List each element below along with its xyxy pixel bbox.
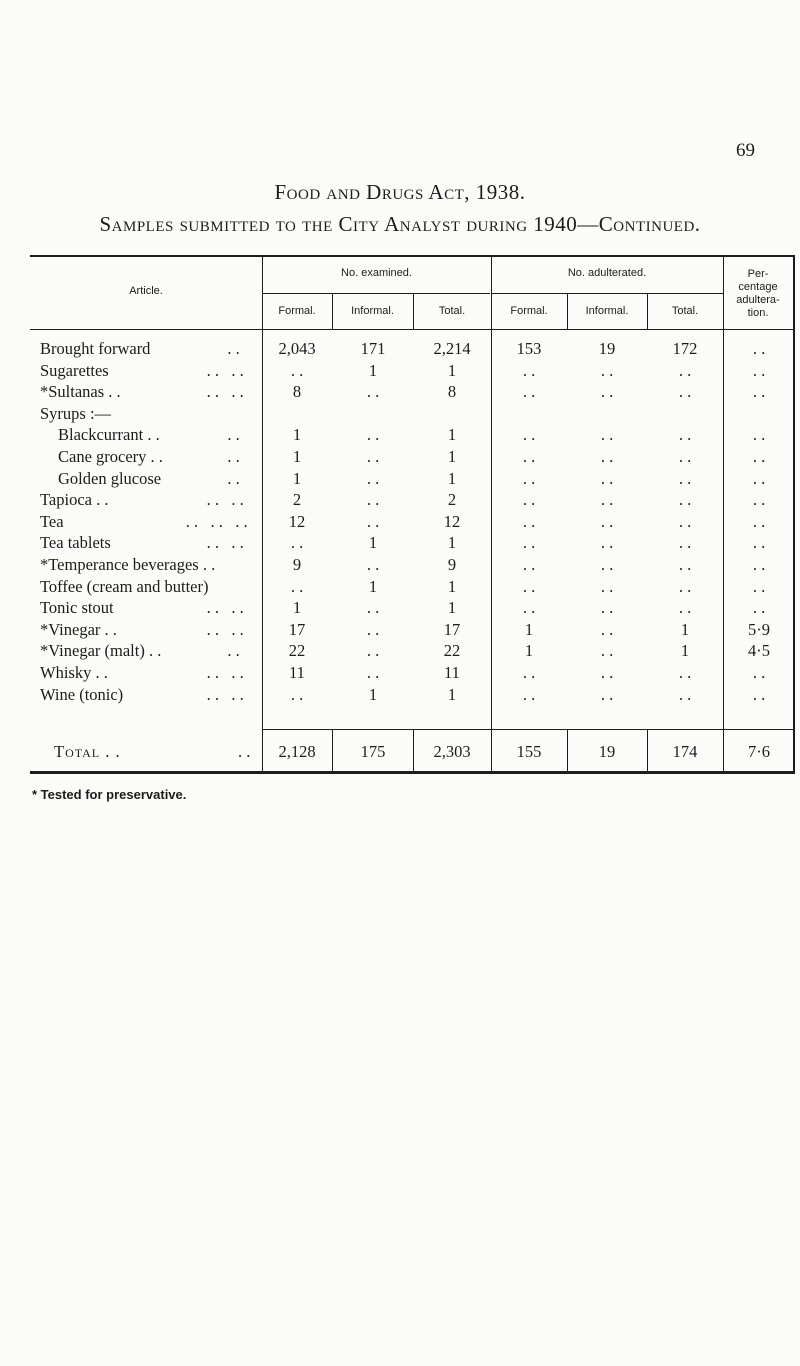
row-leader-dots: . . . . [206,598,244,618]
cell-ex-formal: 1 [292,598,302,618]
cell-pct: . . [752,490,766,510]
total-label: Total . . [54,742,121,761]
cell-ex-formal: 9 [292,555,302,574]
cell-ad-formal: 1 [524,641,534,661]
cell-ex-formal: 1 [292,468,302,488]
cell-ad-formal: . . [522,576,536,596]
cell-ad-formal: . . [522,425,536,445]
cell-pct: . . [752,339,766,358]
cell-ad-informal: . . [600,360,614,380]
cell-pct: . . [752,598,766,618]
table-row [30,447,795,467]
table-row [30,641,795,661]
cell-ex-formal: 17 [288,619,306,639]
row-leader-dots: . . . . [206,490,244,510]
header-ad-total: Total. [671,305,699,317]
cell-pct: . . [752,382,766,402]
row-article: *Sultanas . . [40,382,121,402]
cell-ad-total: . . [678,555,692,574]
row-article: *Vinegar . . [40,619,117,639]
cell-ad-formal: . . [522,555,536,574]
cell-ad-total: . . [678,447,692,466]
cell-ad-total: . . [678,425,692,445]
header-article: Article. [129,285,163,297]
cell-ex-informal: . . [366,641,380,661]
table-row [30,685,795,705]
row-article: *Vinegar (malt) . . [40,641,162,661]
cell-pct: . . [752,447,766,466]
cell-ex-formal: 1 [292,425,302,445]
cell-ex-informal: . . [366,382,380,402]
cell-ad-informal: . . [600,619,614,639]
table-row [30,512,795,532]
total-ad-formal: 155 [516,742,542,761]
header-percentage-line2: centage [738,281,778,293]
cell-ex-formal: . . [290,533,304,553]
table-row [30,533,795,553]
header-percentage-line3: adultera- [736,294,780,306]
cell-ex-total: 12 [443,511,461,531]
row-article: Golden glucose [58,468,162,488]
cell-pct: . . [752,555,766,574]
cell-ad-total: . . [678,598,692,618]
row-leader-dots: . . . . [206,619,244,639]
cell-pct: . . [752,468,766,488]
total-ex-total: 2,303 [433,742,471,761]
table-row [30,469,795,489]
cell-ad-informal: . . [600,641,614,661]
body-bottom-rule [262,729,795,730]
row-leader-dots: . . . . [206,360,244,380]
cell-ex-informal: . . [366,425,380,445]
header-ex-informal: Informal. [351,305,394,317]
header-ad-formal: Formal. [510,305,548,317]
subheader-rule-adulterated [491,293,723,294]
cell-ex-informal: . . [366,447,380,466]
cell-ex-informal: 1 [368,576,378,596]
table-row [30,404,795,424]
table-row [30,382,795,402]
cell-ex-informal: . . [366,663,380,682]
header-percentage-line4: tion. [747,307,769,319]
row-leader-dots: . . . . [206,684,244,704]
cell-ex-total: 2,214 [433,339,471,358]
row-leader-dots: . . . . . . [185,511,248,531]
table-top-rule [30,255,795,257]
cell-ex-total: 22 [443,641,461,661]
row-leader-dots: . . . . [206,663,244,682]
cell-ex-informal: . . [366,555,380,574]
cell-ad-total: . . [678,468,692,488]
header-ad-informal: Informal. [585,305,629,317]
cell-pct: . . [752,663,766,682]
header-no-examined: No. examined. [341,267,412,279]
table-row [30,490,795,510]
cell-ad-informal: . . [600,576,614,596]
row-leader-dots: . . [227,339,240,358]
cell-ex-formal: . . [290,684,304,704]
header-ex-total: Total. [438,305,466,317]
cell-ex-formal: 22 [288,641,306,661]
cell-ex-formal: 11 [289,663,305,682]
row-article: Brought forward [40,339,151,358]
row-leader-dots: . . [227,425,240,445]
row-article: Syrups :— [40,403,112,423]
total-ad-informal: 19 [598,742,616,761]
row-leader-dots: . . . . [206,382,244,402]
cell-ad-formal: . . [522,533,536,553]
cell-ad-informal: . . [600,425,614,445]
page-title: Food and Drugs Act, 1938. [274,180,526,204]
cell-pct: 4·5 [748,641,770,661]
cell-pct: . . [752,511,766,531]
cell-ex-informal: . . [366,511,380,531]
cell-ad-formal: . . [522,663,536,682]
row-article: Tea tablets [40,533,111,553]
row-article: Tea [40,511,64,531]
cell-ex-informal: . . [366,598,380,618]
table-row [30,598,795,618]
row-article: Cane grocery . . [58,447,163,466]
table-row [30,620,795,640]
total-ex-informal: 175 [360,742,386,761]
header-percentage [723,268,793,320]
row-leader-dots: . . [227,641,240,661]
cell-ad-formal: . . [522,360,536,380]
row-article: Whisky . . [40,663,108,682]
table-row [30,361,795,381]
cell-ex-total: 8 [447,382,457,402]
cell-ad-informal: . . [600,555,614,574]
header-ex-formal: Formal. [278,305,316,317]
cell-ad-total: . . [678,533,692,553]
total-ex-formal: 2,128 [278,742,316,761]
cell-ad-total: . . [678,684,692,704]
cell-ex-total: 1 [447,576,457,596]
cell-ad-formal: . . [522,598,536,618]
table-row [30,339,795,359]
row-article: *Temperance beverages . . [40,555,216,574]
cell-ex-formal: . . [290,576,304,596]
cell-ex-informal: . . [366,619,380,639]
row-leader-dots: . . [227,447,240,466]
cell-pct: . . [752,360,766,380]
row-article: Tapioca . . [40,490,109,510]
cell-pct: . . [752,425,766,445]
cell-ex-formal: 2,043 [278,339,316,358]
cell-ad-informal: . . [600,447,614,466]
cell-ad-total: . . [678,576,692,596]
total-ad-total: 174 [672,742,698,761]
cell-ex-total: 1 [447,598,457,618]
cell-ad-formal: 153 [516,339,542,358]
cell-pct: . . [752,576,766,596]
cell-ex-total: 1 [447,447,457,466]
total-row [30,742,795,762]
cell-ex-total: 1 [447,360,457,380]
cell-ex-informal: . . [366,468,380,488]
cell-ex-formal: 2 [292,490,302,510]
table-row [30,663,795,683]
cell-ad-informal: . . [600,468,614,488]
cell-ad-formal: . . [522,684,536,704]
cell-ex-total: 17 [443,619,461,639]
cell-ex-total: 1 [447,533,457,553]
row-leader-dots: . . [227,468,240,488]
cell-ad-total: 1 [680,641,690,661]
cell-ex-total: 2 [447,490,457,510]
row-article: Sugarettes [40,360,109,380]
cell-ex-formal: . . [290,360,304,380]
cell-ad-total: . . [678,663,692,682]
cell-ad-total: . . [678,490,692,510]
row-article: Wine (tonic) [40,684,124,704]
subheader-rule-examined [262,293,490,294]
cell-ad-formal: . . [522,468,536,488]
cell-ad-informal: . . [600,382,614,402]
cell-ad-total: 1 [680,619,690,639]
cell-ad-total: . . [678,382,692,402]
row-leader-dots: . . . . [206,533,244,553]
cell-ad-formal: . . [522,511,536,531]
total-pct: 7·6 [748,742,770,761]
total-dots: . . [238,742,251,761]
cell-pct: . . [752,684,766,704]
cell-ad-formal: . . [522,447,536,466]
page-number: 69 [736,140,755,161]
cell-ex-formal: 12 [288,511,306,531]
cell-ad-informal: . . [600,511,614,531]
cell-ex-total: 1 [447,684,457,704]
cell-ad-informal: . . [600,663,614,682]
cell-pct: 5·9 [748,619,770,639]
cell-ad-formal: 1 [524,619,534,639]
cell-ex-formal: 8 [292,382,302,402]
cell-ex-informal: . . [366,490,380,510]
cell-ad-formal: . . [522,382,536,402]
footnote: * Tested for preservative. [32,787,187,802]
table-row [30,555,795,575]
cell-ad-informal: . . [600,598,614,618]
row-article: Tonic stout [40,598,114,618]
header-percentage-line1: Per- [747,268,769,280]
cell-ad-total: . . [678,511,692,531]
cell-ad-informal: . . [600,684,614,704]
page-subtitle: Samples submitted to the City Analyst during 1940—Continued. [99,212,701,236]
header-no-adulterated: No. adulterated. [567,267,647,279]
cell-ad-total: . . [678,360,692,380]
row-article: Blackcurrant . . [58,425,160,445]
cell-ex-informal: 1 [368,684,378,704]
table-row [30,425,795,445]
cell-ad-informal: . . [600,490,614,510]
cell-ex-informal: 171 [360,339,386,358]
cell-ex-total: 11 [444,663,460,682]
cell-ex-formal: 1 [292,447,302,466]
cell-ex-informal: 1 [368,533,378,553]
cell-ex-informal: 1 [368,360,378,380]
row-article: Toffee (cream and butter) [40,576,209,596]
cell-ad-formal: . . [522,490,536,510]
header-bottom-rule [30,329,795,330]
table-row [30,577,795,597]
samples-table [30,255,795,775]
cell-ex-total: 9 [447,555,457,574]
cell-ad-informal: . . [600,533,614,553]
cell-ex-total: 1 [447,425,457,445]
cell-ad-informal: 19 [598,339,616,358]
cell-pct: . . [752,533,766,553]
cell-ex-total: 1 [447,468,457,488]
cell-ad-total: 172 [672,339,698,358]
